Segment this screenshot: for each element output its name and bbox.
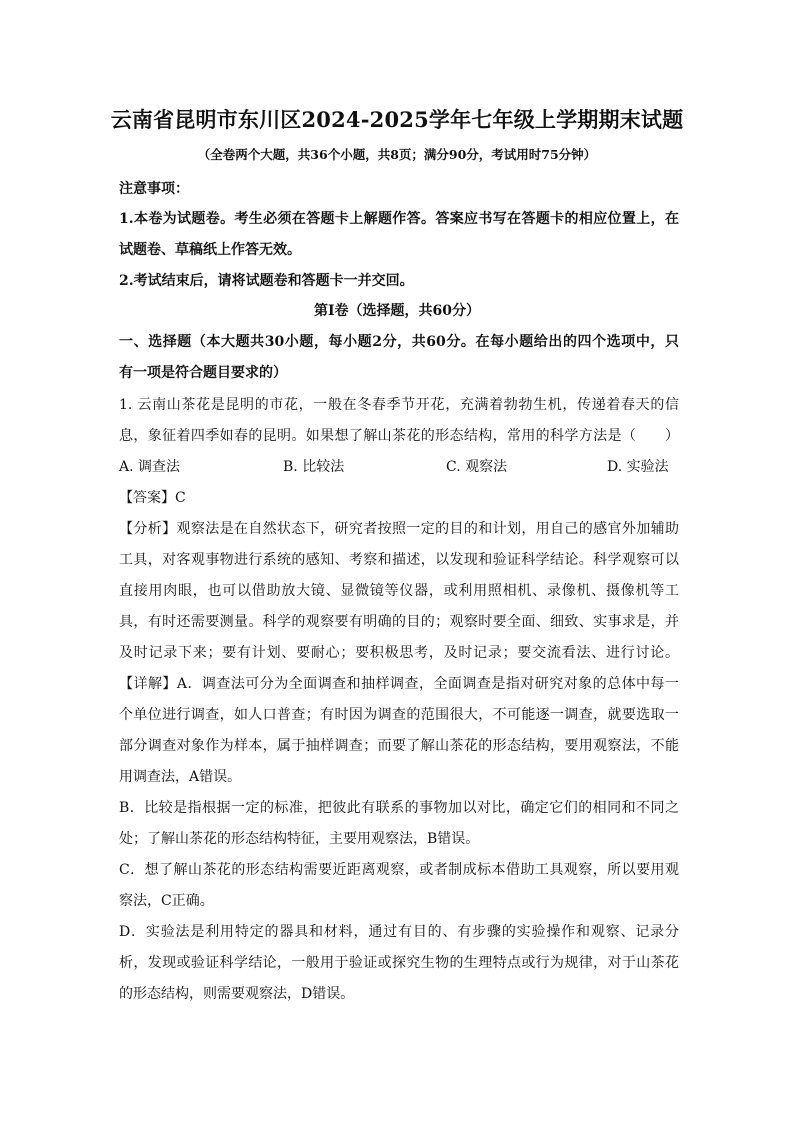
detail-line: 析，发现或验证科学结论，一般用于验证或探究生物的生理特点或行为规律，对于山茶花 (119, 955, 679, 971)
detail-line: 个单位进行调查，如人口普查；有时因为调查的范围很大，不可能逐一调查，就要选取一 (119, 707, 679, 723)
analysis-line: 及时记录下来；要有计划、要耐心；要积极思考，及时记录；要交流看法、进行讨论。 (119, 645, 679, 661)
detail-line: 部分调查对象作为样本，属于抽样调查；而要了解山茶花的形态结构，要用观察法，不能 (119, 738, 679, 754)
detail-line: D．实验法是利用特定的器具和材料，通过有目的、有步骤的实验操作和观察、记录分 (119, 924, 679, 940)
option-c: C. 观察法 (446, 459, 508, 475)
analysis-line: 工具，对客观事物进行系统的感知、考察和描述，以发现和验证科学结论。科学观察可以 (119, 552, 679, 568)
answer: 【答案】C (119, 490, 186, 506)
option-a: A. 调查法 (119, 459, 181, 475)
detail-line: 用调查法，A错误。 (119, 769, 242, 785)
analysis-line: 直接用肉眼，也可以借助放大镜、显微镜等仪器，或利用照相机、录像机、摄像机等工 (119, 583, 679, 599)
notice-item-2: 2.考试结束后，请将试题卷和答题卡一并交回。 (119, 273, 414, 289)
page-title: 云南省昆明市东川区2024-2025学年七年级上学期期末试题 (110, 107, 684, 132)
question-1-stem-line-2: 息，象征着四季如春的昆明。如果想了解山茶花的形态结构，常用的科学方法是（ ） (119, 428, 679, 444)
detail-line: 【详解】A．调查法可分为全面调查和抽样调查，全面调查是指对研究对象的总体中每一 (119, 676, 679, 692)
exam-info: （全卷两个大题，共36个小题，共8页；满分90分，考试用时75分钟） (197, 147, 597, 162)
part-heading-line-1: 一、选择题（本大题共30小题，每小题2分，共60分。在每小题给出的四个选项中，只 (119, 334, 679, 350)
analysis-line: 【分析】观察法是在自然状态下，研究者按照一定的目的和计划，用自己的感官外加辅助 (119, 521, 679, 537)
detail-line: C．想了解山茶花的形态结构需要近距离观察，或者制成标本借助工具观察，所以要用观 (119, 862, 679, 878)
analysis-line: 具，有时还需要测量。科学的观察要有明确的目的；观察时要全面、细致、实事求是，并 (119, 614, 679, 630)
notice-item-1-line-2: 试题卷、草稿纸上作答无效。 (119, 242, 301, 258)
option-b: B. 比较法 (283, 459, 345, 475)
detail-line: 的形态结构，则需要观察法，D错误。 (119, 986, 355, 1002)
detail-line: 察法，C正确。 (119, 893, 214, 909)
part-heading-line-2: 有一项是符合题目要求的） (119, 365, 287, 381)
section-title: 第Ⅰ卷（选择题，共60分） (313, 303, 481, 319)
detail-line: B．比较是指根据一定的标准，把彼此有联系的事物加以对比，确定它们的相同和不同之 (119, 800, 679, 816)
option-d: D. 实验法 (607, 459, 669, 475)
detail-line: 处；了解山茶花的形态结构特征，主要用观察法，B错误。 (119, 831, 480, 847)
question-1-stem-line-1: 1. 云南山茶花是昆明的市花，一般在冬春季节开花，充满着勃勃生机，传递着春天的信 (119, 397, 679, 413)
notice-heading: 注意事项： (119, 181, 189, 197)
notice-item-1-line-1: 1.本卷为试题卷。考生必须在答题卡上解题作答。答案应书写在答题卡的相应位置上，在 (119, 211, 679, 227)
